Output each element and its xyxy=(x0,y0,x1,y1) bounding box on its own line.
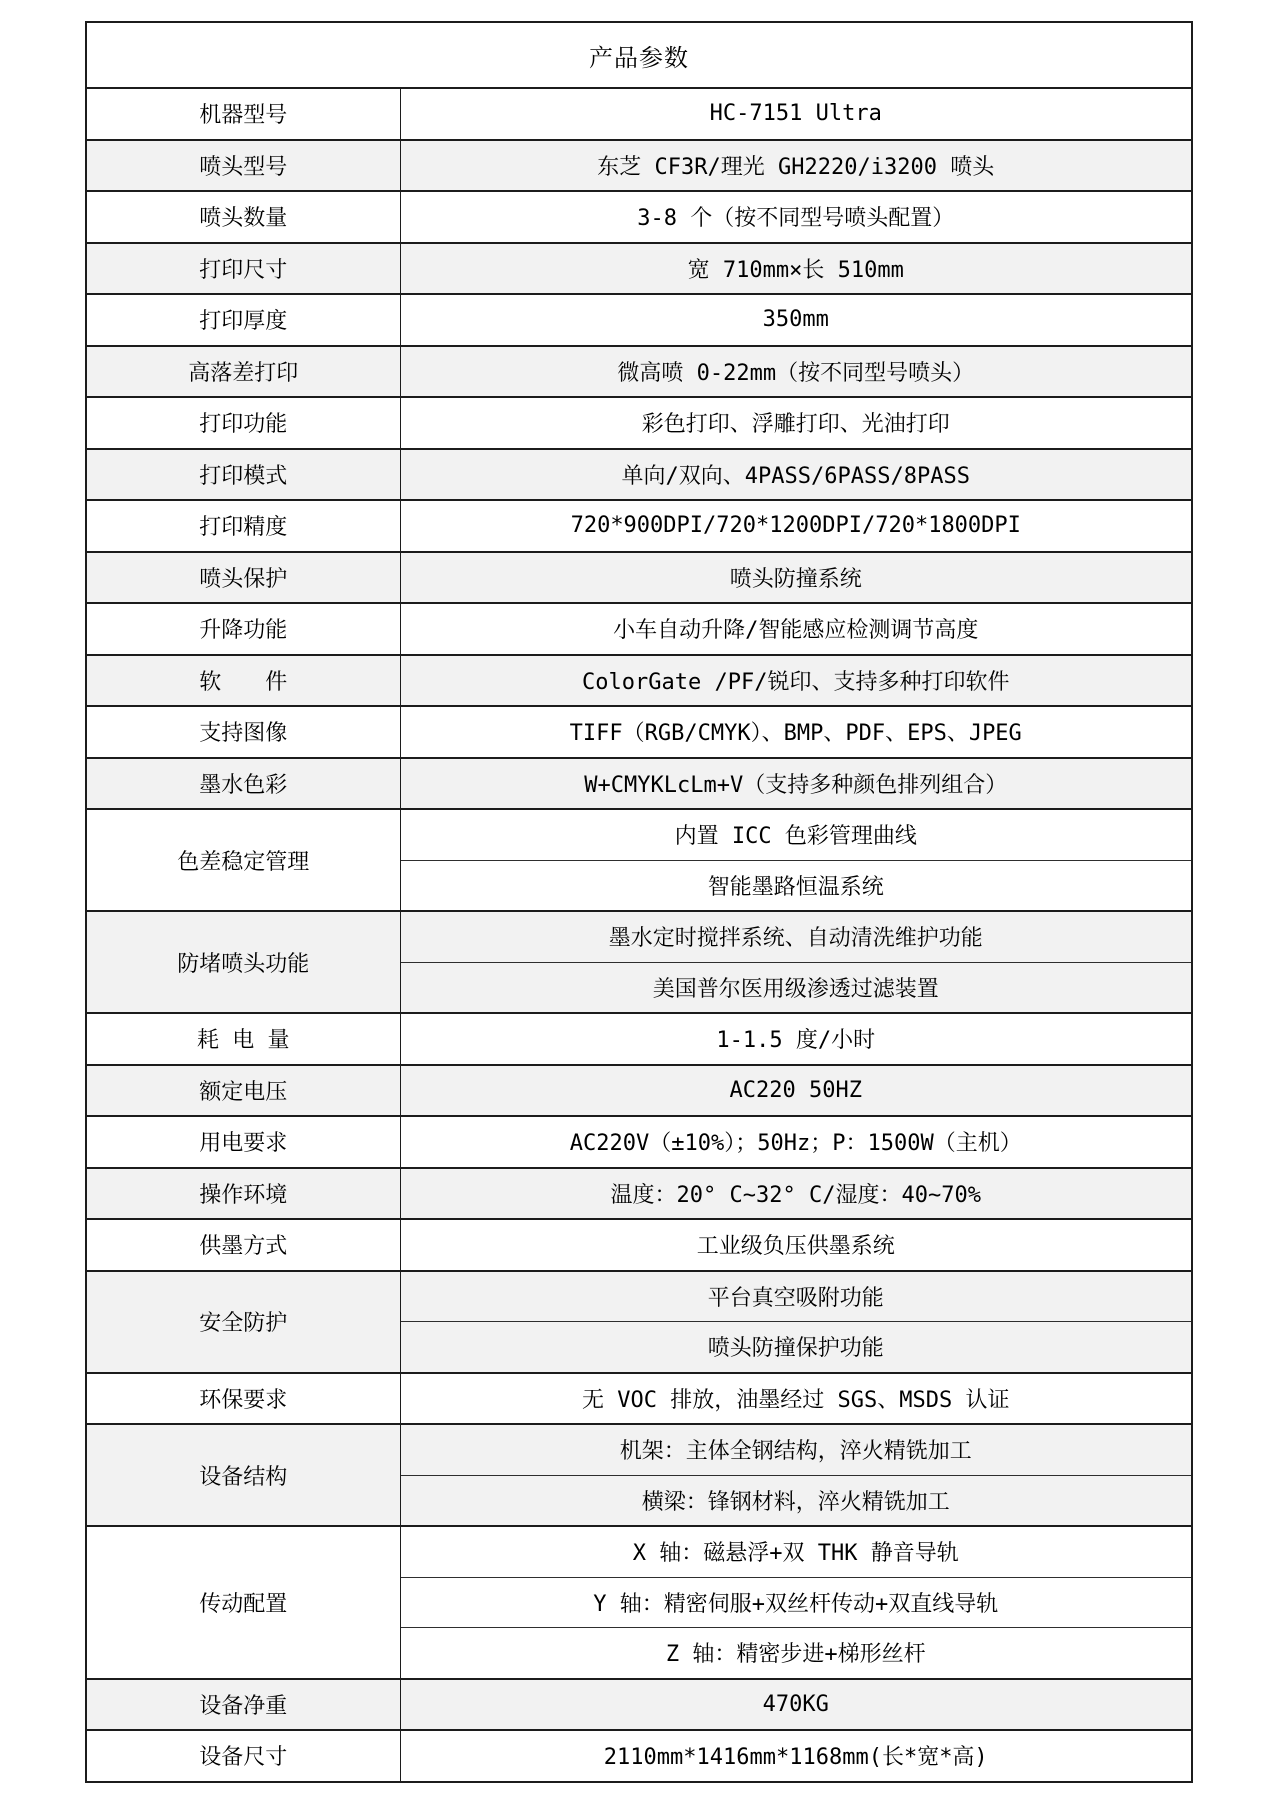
spec-value: 2110mm*1416mm*1168mm(长*宽*高) xyxy=(400,1730,1192,1782)
spec-label: 喷头保护 xyxy=(86,552,400,604)
spec-value: 工业级负压供墨系统 xyxy=(400,1219,1192,1271)
spec-label: 打印尺寸 xyxy=(86,243,400,295)
spec-label: 喷头型号 xyxy=(86,140,400,192)
product-params-document xyxy=(85,21,1191,1783)
spec-row-software xyxy=(86,655,1192,707)
spec-row-ink-colors xyxy=(86,758,1192,810)
spec-value: ColorGate /PF/锐印、支持多种打印软件 xyxy=(400,655,1192,707)
spec-label: 防堵喷头功能 xyxy=(86,911,400,1013)
spec-label: 喷头数量 xyxy=(86,191,400,243)
spec-row-print-precision xyxy=(86,500,1192,552)
spec-row-lift-function xyxy=(86,603,1192,655)
spec-row-machine-model xyxy=(86,88,1192,140)
spec-row-net-weight xyxy=(86,1679,1192,1731)
spec-row-printhead-model xyxy=(86,140,1192,192)
table-title-row xyxy=(86,22,1192,88)
spec-row-anticlog-function xyxy=(86,911,1192,962)
spec-label: 环保要求 xyxy=(86,1373,400,1425)
spec-label: 升降功能 xyxy=(86,603,400,655)
spec-label: 墨水色彩 xyxy=(86,758,400,810)
spec-row-ink-supply xyxy=(86,1219,1192,1271)
spec-row-supported-images xyxy=(86,706,1192,758)
spec-label: 软 件 xyxy=(86,655,400,707)
spec-value: HC-7151 Ultra xyxy=(400,88,1192,140)
spec-value: Z 轴：精密步进+梯形丝杆 xyxy=(400,1628,1192,1679)
spec-row-operating-environment xyxy=(86,1168,1192,1220)
spec-value: 智能墨路恒温系统 xyxy=(400,860,1192,911)
spec-value: 720*900DPI/720*1200DPI/720*1800DPI xyxy=(400,500,1192,552)
spec-value: 彩色打印、浮雕打印、光油打印 xyxy=(400,397,1192,449)
spec-value: 470KG xyxy=(400,1679,1192,1731)
spec-value: X 轴：磁悬浮+双 THK 静音导轨 xyxy=(400,1526,1192,1577)
spec-label: 机器型号 xyxy=(86,88,400,140)
spec-label: 供墨方式 xyxy=(86,1219,400,1271)
spec-value: 小车自动升降/智能感应检测调节高度 xyxy=(400,603,1192,655)
spec-value: 横梁：锋钢材料，淬火精铣加工 xyxy=(400,1475,1192,1526)
spec-row-print-thickness xyxy=(86,294,1192,346)
spec-label: 额定电压 xyxy=(86,1065,400,1117)
spec-row-transmission-config xyxy=(86,1526,1192,1577)
spec-value: 无 VOC 排放，油墨经过 SGS、MSDS 认证 xyxy=(400,1373,1192,1425)
spec-row-safety-protection xyxy=(86,1271,1192,1322)
spec-value: 平台真空吸附功能 xyxy=(400,1271,1192,1322)
spec-row-power-consumption xyxy=(86,1013,1192,1065)
spec-label: 设备净重 xyxy=(86,1679,400,1731)
spec-row-print-functions xyxy=(86,397,1192,449)
spec-label: 色差稳定管理 xyxy=(86,809,400,911)
spec-row-machine-structure xyxy=(86,1424,1192,1475)
spec-label: 打印厚度 xyxy=(86,294,400,346)
spec-value: 喷头防撞保护功能 xyxy=(400,1322,1192,1373)
spec-value: 宽 710mm×长 510mm xyxy=(400,243,1192,295)
spec-value: 3-8 个（按不同型号喷头配置） xyxy=(400,191,1192,243)
spec-label: 打印精度 xyxy=(86,500,400,552)
spec-value: W+CMYKLcLm+V（支持多种颜色排列组合） xyxy=(400,758,1192,810)
spec-value: 墨水定时搅拌系统、自动清洗维护功能 xyxy=(400,911,1192,962)
spec-value: 温度：20° C~32° C/湿度：40~70% xyxy=(400,1168,1192,1220)
spec-value: Y 轴：精密伺服+双丝杆传动+双直线导轨 xyxy=(400,1577,1192,1628)
spec-row-color-stability xyxy=(86,809,1192,860)
spec-row-power-requirement xyxy=(86,1116,1192,1168)
spec-label: 传动配置 xyxy=(86,1526,400,1679)
spec-row-height-drop-print xyxy=(86,346,1192,398)
spec-value: 东芝 CF3R/理光 GH2220/i3200 喷头 xyxy=(400,140,1192,192)
spec-row-printhead-protection xyxy=(86,552,1192,604)
spec-value: 1-1.5 度/小时 xyxy=(400,1013,1192,1065)
spec-label: 用电要求 xyxy=(86,1116,400,1168)
table-title: 产品参数 xyxy=(86,22,1192,88)
spec-label: 打印模式 xyxy=(86,449,400,501)
spec-value: 机架：主体全钢结构，淬火精铣加工 xyxy=(400,1424,1192,1475)
spec-value: 喷头防撞系统 xyxy=(400,552,1192,604)
spec-value: 350mm xyxy=(400,294,1192,346)
spec-value: 美国普尔医用级渗透过滤装置 xyxy=(400,962,1192,1013)
spec-value: AC220V（±10%）；50Hz；P：1500W（主机） xyxy=(400,1116,1192,1168)
spec-label: 设备尺寸 xyxy=(86,1730,400,1782)
spec-label: 操作环境 xyxy=(86,1168,400,1220)
spec-value: AC220 50HZ xyxy=(400,1065,1192,1117)
spec-label: 打印功能 xyxy=(86,397,400,449)
spec-label: 耗 电 量 xyxy=(86,1013,400,1065)
spec-row-machine-dimensions xyxy=(86,1730,1192,1782)
spec-value: 微高喷 0-22mm（按不同型号喷头） xyxy=(400,346,1192,398)
spec-row-printhead-count xyxy=(86,191,1192,243)
spec-label: 设备结构 xyxy=(86,1424,400,1526)
spec-row-print-mode xyxy=(86,449,1192,501)
spec-label: 高落差打印 xyxy=(86,346,400,398)
spec-row-print-size xyxy=(86,243,1192,295)
spec-label: 安全防护 xyxy=(86,1271,400,1373)
product-spec-table xyxy=(85,21,1193,1783)
spec-row-rated-voltage xyxy=(86,1065,1192,1117)
spec-row-environmental-requirement xyxy=(86,1373,1192,1425)
spec-value: 单向/双向、4PASS/6PASS/8PASS xyxy=(400,449,1192,501)
spec-value: TIFF（RGB/CMYK）、BMP、PDF、EPS、JPEG xyxy=(400,706,1192,758)
spec-value: 内置 ICC 色彩管理曲线 xyxy=(400,809,1192,860)
spec-label: 支持图像 xyxy=(86,706,400,758)
